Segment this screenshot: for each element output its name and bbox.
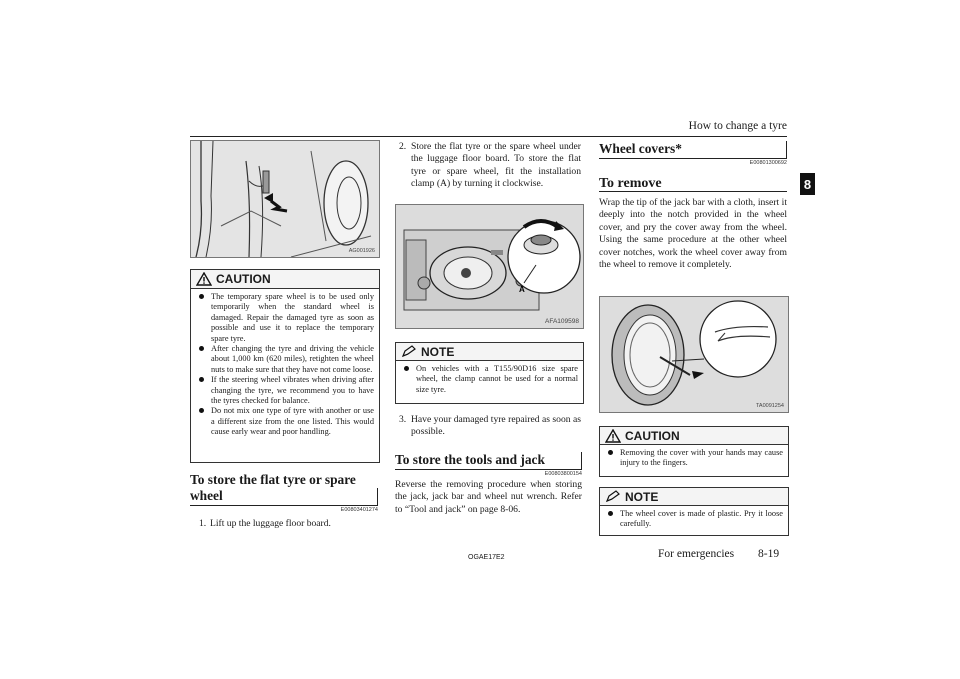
body-text: Reverse the removing procedure when storing the jack, jack bar and wheel nut wrench. Refer to “Tool and jack” on page 8-06. [395, 479, 582, 515]
subsection-heading-to-remove: To remove [599, 176, 662, 191]
wheel-cover-illustration [600, 297, 788, 412]
heading-rule [190, 505, 378, 506]
caution-item [193, 375, 374, 406]
bullet-icon [608, 450, 613, 455]
note-item-text: The wheel cover is made of plastic. Pry it loose carefully. [620, 509, 783, 529]
note-header [396, 343, 583, 361]
section-code: E00803401274 [340, 507, 378, 513]
section-code: E00801300692 [749, 160, 787, 166]
header-rule [190, 136, 787, 137]
car-rear-illustration [191, 141, 379, 257]
section-heading-store-tools: To store the tools and jack [395, 452, 545, 467]
caution-item-text: The temporary spare wheel is to be used only temporarily when the standard wheel is damaged. Repair the damaged tyre as soon as possible and use it to replace the temporary spare tyre. [211, 292, 374, 343]
step-text: Store the flat tyre or the spare wheel under the luggage floor board. To store the flat tyre or spare wheel, fit the installation clamp (A) by turning it clockwise. [411, 141, 581, 190]
note-item [398, 364, 578, 395]
caution-header [600, 427, 788, 445]
heading-rule-end [786, 141, 787, 158]
caution-label: CAUTION [625, 428, 680, 443]
step-text: Lift up the luggage floor board. [210, 518, 331, 529]
bullet-icon [199, 346, 204, 351]
heading-rule-end [377, 488, 378, 505]
footer-section: For emergencies [658, 548, 735, 560]
figure-luggage-spare-wheel [395, 204, 584, 329]
bullet-icon [404, 366, 409, 371]
note-pencil-icon [605, 490, 621, 503]
caution-item [193, 344, 374, 375]
note-box [395, 342, 584, 404]
bullet-icon [199, 377, 204, 382]
caution-item [193, 406, 374, 437]
caution-item-text: After changing the tyre and driving the vehicle about 1,000 km (620 miles), retighten the wheel nuts to make sure that they have not come loose. [211, 344, 374, 374]
caution-item-text: If the steering wheel vibrates when driving after changing the tyre, we recommend you to have the tyres checked for balance. [211, 375, 374, 406]
footer-page-number: 8-19 [758, 548, 780, 560]
caution-item-text: Removing the cover with your hands may cause injury to the fingers. [620, 448, 783, 468]
heading-rule [599, 158, 787, 159]
heading-rule-end [581, 452, 582, 469]
caution-box [190, 269, 380, 463]
caution-box [599, 426, 789, 477]
footer-code: OGAE17E2 [468, 554, 505, 561]
bullet-icon [199, 408, 204, 413]
figure-id: AFA109598 [545, 318, 579, 325]
section-heading-wheel-covers: Wheel covers* [599, 141, 682, 156]
bullet-icon [608, 511, 613, 516]
step-number: 2. [399, 141, 407, 152]
caution-header [191, 270, 379, 289]
note-pencil-icon [401, 345, 417, 358]
figure-id: AG001926 [348, 248, 375, 254]
warning-triangle-icon [196, 272, 212, 286]
caution-item [602, 448, 783, 469]
bullet-icon [199, 294, 204, 299]
note-header [600, 488, 788, 506]
section-code: E00803800154 [544, 471, 582, 477]
note-item-text: On vehicles with a T155/90D16 size spare wheel, the clamp cannot be used for a normal size tyre. [416, 364, 578, 394]
figure-wheel-cover-removal [599, 296, 789, 413]
chapter-tab [800, 173, 815, 195]
note-box [599, 487, 789, 536]
warning-triangle-icon [605, 429, 621, 443]
chapter-number: 8 [803, 176, 812, 192]
heading-rule [395, 469, 582, 470]
step-text: Have your damaged tyre repaired as soon as possible. [411, 414, 581, 438]
subheading-rule [599, 191, 787, 192]
step-number: 3. [399, 414, 407, 425]
page-header-title: How to change a tyre [688, 120, 787, 132]
note-item [602, 509, 783, 530]
step-number: 1. [199, 518, 207, 529]
section-heading-store-flat-tyre: To store the flat tyre or spare wheel [190, 472, 356, 503]
figure-id: TA0091254 [755, 403, 784, 409]
figure-label-a: A [519, 285, 525, 294]
caution-item-text: Do not mix one type of tyre with another or use a different size from the one listed. This would cause early wear and poor handling. [211, 406, 374, 437]
note-label: NOTE [421, 344, 455, 359]
body-text: Wrap the tip of the jack bar with a cloth, insert it deeply into the notch provided in the wheel cover, and pry the cover away from the wheel. Using the same procedure at the other wheel cover notches, work the wheel cover away from the wheel to remove it completely. [599, 197, 787, 271]
caution-label: CAUTION [216, 272, 271, 286]
note-label: NOTE [625, 489, 659, 504]
spare-wheel-illustration [396, 205, 583, 328]
caution-item [193, 292, 374, 344]
figure-car-rear-storage [190, 140, 380, 258]
